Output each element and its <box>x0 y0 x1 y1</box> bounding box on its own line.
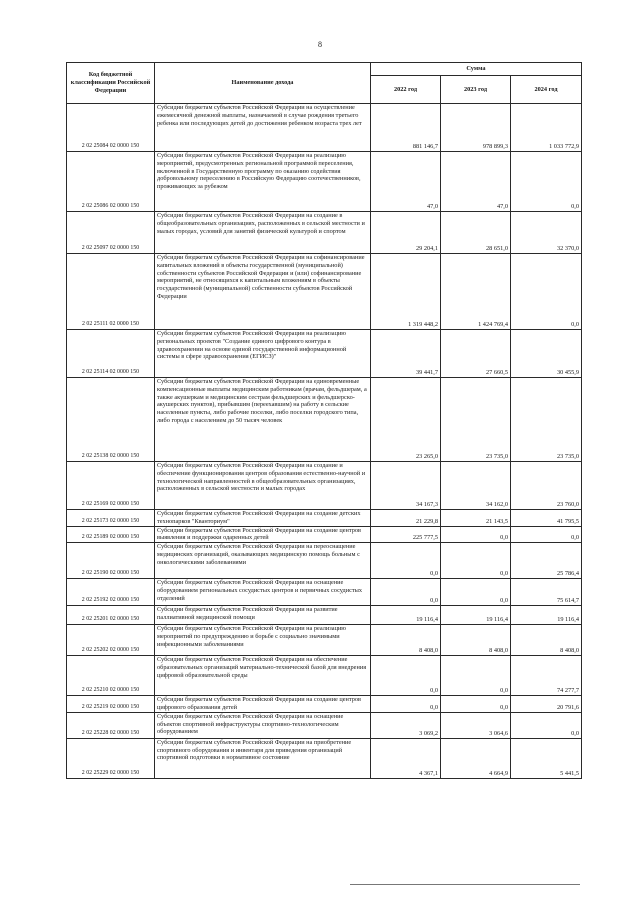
value-2022-cell: 0,0 <box>371 656 441 696</box>
value-2023-cell: 27 660,5 <box>441 330 511 378</box>
name-cell: Субсидии бюджетам субъектов Российской Федерации на оснащение объектов спортивной инфраструктуры спортивно-технологическим оборудованием <box>155 712 371 738</box>
value-2022-cell: 0,0 <box>371 696 441 713</box>
table-row <box>67 625 582 656</box>
value-2023-cell: 978 899,3 <box>441 104 511 152</box>
code-cell: 2 02 25173 02 0000 150 <box>67 510 155 527</box>
name-cell: Субсидии бюджетам субъектов Российской Федерации на переоснащение медицинских организаций, оказывающих медицинскую помощь больным с онкологическими заболеваниями <box>155 543 371 579</box>
code-cell: 2 02 25201 02 0000 150 <box>67 606 155 625</box>
value-2022-cell: 881 146,7 <box>371 104 441 152</box>
code-cell: 2 02 25219 02 0000 150 <box>67 696 155 713</box>
value-2022-cell: 1 319 448,2 <box>371 254 441 330</box>
table-row <box>67 152 582 212</box>
code-cell: 2 02 25229 02 0000 150 <box>67 738 155 778</box>
name-cell: Субсидии бюджетам субъектов Российской Федерации на реализацию мероприятий по предупреждению и борьбе с социально значимыми инфекционными заболеваниями <box>155 625 371 656</box>
value-2023-cell: 3 064,6 <box>441 712 511 738</box>
name-cell: Субсидии бюджетам субъектов Российской Федерации на софинансирование капитальных вложений в объекты государственной (муниципальной) собственности субъектов Российской Федерации и (или) софинансирование мероприятий, не относящихся к капитальным вложениям в объекты государственной (муниципальной) собственности субъектов Российской Федерации <box>155 254 371 330</box>
name-column-header: Наименование дохода <box>155 63 371 104</box>
value-2022-cell: 3 069,2 <box>371 712 441 738</box>
value-2024-cell: 5 441,5 <box>511 738 582 778</box>
value-2022-cell: 4 367,1 <box>371 738 441 778</box>
value-2023-cell: 0,0 <box>441 656 511 696</box>
value-2024-cell: 23 735,0 <box>511 378 582 462</box>
code-cell: 2 02 25114 02 0000 150 <box>67 330 155 378</box>
code-cell: 2 02 25190 02 0000 150 <box>67 543 155 579</box>
table-row <box>67 656 582 696</box>
code-cell: 2 02 25189 02 0000 150 <box>67 526 155 543</box>
name-cell: Субсидии бюджетам субъектов Российской Федерации на оснащение оборудованием региональных сосудистых центров и первичных сосудистых отделений <box>155 579 371 606</box>
value-2024-cell: 23 760,0 <box>511 462 582 510</box>
name-cell: Субсидии бюджетам субъектов Российской Федерации на обеспечение образовательных организаций материально-технической базой для внедрения цифровой образовательной среды <box>155 656 371 696</box>
code-cell: 2 02 25202 02 0000 150 <box>67 625 155 656</box>
value-2023-cell: 47,0 <box>441 152 511 212</box>
value-2023-cell: 8 408,0 <box>441 625 511 656</box>
table-row <box>67 606 582 625</box>
code-cell: 2 02 25086 02 0000 150 <box>67 152 155 212</box>
value-2024-cell: 0,0 <box>511 526 582 543</box>
value-2023-cell: 19 116,4 <box>441 606 511 625</box>
bottom-rule <box>350 884 580 885</box>
value-2022-cell: 23 265,0 <box>371 378 441 462</box>
value-2022-cell: 39 441,7 <box>371 330 441 378</box>
value-2023-cell: 0,0 <box>441 696 511 713</box>
table-row <box>67 579 582 606</box>
value-2022-cell: 29 204,1 <box>371 212 441 254</box>
name-cell: Субсидии бюджетам субъектов Российской Федерации на осуществление ежемесячной денежной выплаты, назначаемой в случае рождения третьего ребенка или последующих детей до достижения ребенком возраста трех лет <box>155 104 371 152</box>
name-cell: Субсидии бюджетам субъектов Российской Федерации на приобретение спортивного оборудования и инвентаря для приведения организаций спортивной подготовки в нормативное состояние <box>155 738 371 778</box>
name-cell: Субсидии бюджетам субъектов Российской Федерации на создание детских технопарков "Кванториум" <box>155 510 371 527</box>
name-cell: Субсидии бюджетам субъектов Российской Федерации на единовременные компенсационные выплаты медицинским работникам (врачам, фельдшерам, а также акушеркам и медицинским сестрам фельдшерских и фельдшерско-акушерских пунктов), прибывшим (переехавшим) на работу в сельские населенные пункты, либо рабочие поселки, либо поселки городского типа, либо города с населением до 50 тысяч человек <box>155 378 371 462</box>
table-row <box>67 104 582 152</box>
table-body <box>67 104 582 779</box>
value-2024-cell: 1 033 772,9 <box>511 104 582 152</box>
value-2024-cell: 20 791,6 <box>511 696 582 713</box>
code-column-header: Код бюджетной классификации Российской Федерации <box>67 63 155 104</box>
sum-column-header: Сумма <box>371 63 582 76</box>
name-cell: Субсидии бюджетам субъектов Российской Федерации на создание в общеобразовательных организациях, расположенных в сельской местности и малых городах, условий для занятий физической культурой и спортом <box>155 212 371 254</box>
table-row <box>67 543 582 579</box>
year-2023-header: 2023 год <box>441 76 511 104</box>
value-2022-cell: 225 777,5 <box>371 526 441 543</box>
table-row <box>67 212 582 254</box>
code-cell: 2 02 25192 02 0000 150 <box>67 579 155 606</box>
value-2022-cell: 0,0 <box>371 543 441 579</box>
year-2022-header: 2022 год <box>371 76 441 104</box>
value-2022-cell: 8 408,0 <box>371 625 441 656</box>
value-2022-cell: 21 229,8 <box>371 510 441 527</box>
name-cell: Субсидии бюджетам субъектов Российской Федерации на создание центров цифрового образования детей <box>155 696 371 713</box>
value-2023-cell: 21 143,5 <box>441 510 511 527</box>
value-2022-cell: 34 167,3 <box>371 462 441 510</box>
value-2022-cell: 0,0 <box>371 579 441 606</box>
value-2024-cell: 8 408,0 <box>511 625 582 656</box>
name-cell: Субсидии бюджетам субъектов Российской Федерации на реализацию мероприятий, предусмотренных региональной программой переселения, включенной в Государственную программу по оказанию содействия добровольному переселению в Российскую Федерацию соотечественников, проживающих за рубежом <box>155 152 371 212</box>
code-cell: 2 02 25097 02 0000 150 <box>67 212 155 254</box>
table-row <box>67 378 582 462</box>
code-cell: 2 02 25138 02 0000 150 <box>67 378 155 462</box>
value-2024-cell: 19 116,4 <box>511 606 582 625</box>
name-cell: Субсидии бюджетам субъектов Российской Федерации на развитие паллиативной медицинской помощи <box>155 606 371 625</box>
value-2024-cell: 0,0 <box>511 254 582 330</box>
code-cell: 2 02 25228 02 0000 150 <box>67 712 155 738</box>
value-2023-cell: 23 735,0 <box>441 378 511 462</box>
table-row <box>67 712 582 738</box>
name-cell: Субсидии бюджетам субъектов Российской Федерации на создание и обеспечение функционирования центров образования естественно-научной и технологической направленностей в общеобразовательных организациях, расположенных в сельской местности и малых городах <box>155 462 371 510</box>
value-2024-cell: 0,0 <box>511 712 582 738</box>
value-2023-cell: 4 664,9 <box>441 738 511 778</box>
value-2023-cell: 1 424 769,4 <box>441 254 511 330</box>
table-row <box>67 510 582 527</box>
value-2024-cell: 30 455,9 <box>511 330 582 378</box>
value-2024-cell: 75 614,7 <box>511 579 582 606</box>
value-2023-cell: 34 162,0 <box>441 462 511 510</box>
page-number: 8 <box>318 40 322 49</box>
value-2023-cell: 0,0 <box>441 579 511 606</box>
year-2024-header: 2024 год <box>511 76 582 104</box>
value-2024-cell: 25 786,4 <box>511 543 582 579</box>
table-row <box>67 738 582 778</box>
code-cell: 2 02 25210 02 0000 150 <box>67 656 155 696</box>
name-cell: Субсидии бюджетам субъектов Российской Федерации на реализацию региональных проектов "Создание единого цифрового контура в здравоохранении на основе единой государственной информационной системы в сфере здравоохранения (ЕГИСЗ)" <box>155 330 371 378</box>
table-row <box>67 462 582 510</box>
value-2024-cell: 0,0 <box>511 152 582 212</box>
table-row <box>67 254 582 330</box>
table-row <box>67 526 582 543</box>
code-cell: 2 02 25084 02 0000 150 <box>67 104 155 152</box>
value-2023-cell: 28 651,0 <box>441 212 511 254</box>
value-2022-cell: 47,0 <box>371 152 441 212</box>
value-2023-cell: 0,0 <box>441 543 511 579</box>
value-2024-cell: 74 277,7 <box>511 656 582 696</box>
revenue-table <box>66 62 582 779</box>
code-cell: 2 02 25111 02 0000 150 <box>67 254 155 330</box>
name-cell: Субсидии бюджетам субъектов Российской Федерации на создание центров выявления и поддержки одаренных детей <box>155 526 371 543</box>
code-cell: 2 02 25169 02 0000 150 <box>67 462 155 510</box>
value-2022-cell: 19 116,4 <box>371 606 441 625</box>
table-row <box>67 330 582 378</box>
table-row <box>67 696 582 713</box>
value-2023-cell: 0,0 <box>441 526 511 543</box>
value-2024-cell: 32 370,0 <box>511 212 582 254</box>
value-2024-cell: 41 795,5 <box>511 510 582 527</box>
